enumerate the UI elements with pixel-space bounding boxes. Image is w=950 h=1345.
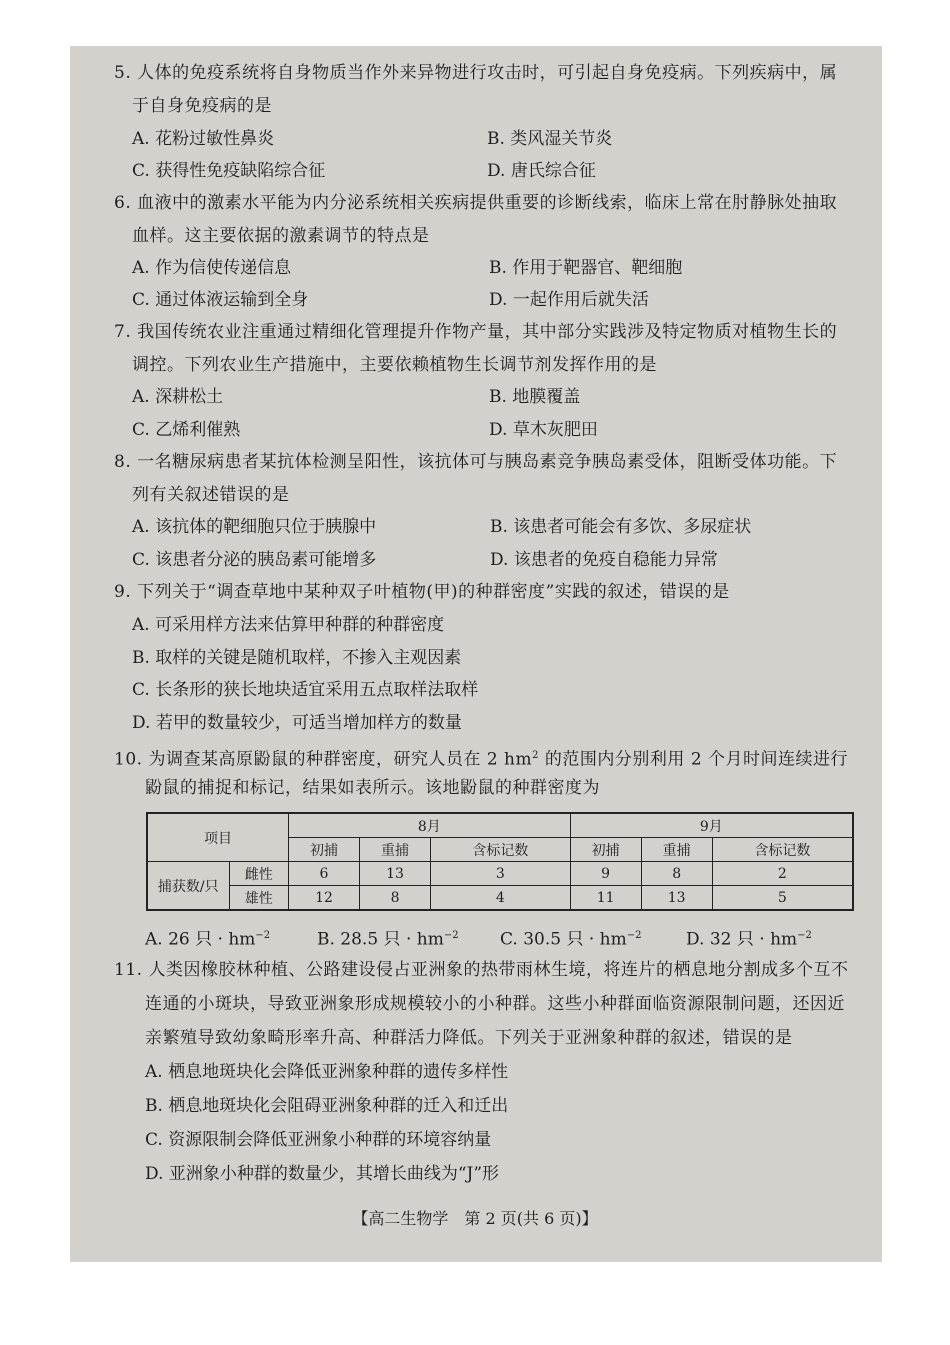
- q8-stem-line1: 8. 一名糖尿病患者某抗体检测呈阳性，该抗体可与胰岛素竞争胰岛素受体，阻断受体功能。下: [114, 452, 838, 472]
- table-cell: 2: [712, 862, 853, 886]
- q5-stem-line1: 5. 人体的免疫系统将自身物质当作外来异物进行攻击时，可引起自身免疫病。下列疾病中，属: [114, 63, 838, 83]
- q9-option-d: D. 若甲的数量较少，可适当增加样方的数量: [132, 713, 462, 733]
- q7-option-a: A. 深耕松土: [132, 387, 224, 407]
- table-cell: 8: [641, 862, 712, 886]
- table-cell: 9: [570, 862, 641, 886]
- q7-option-b: B. 地膜覆盖: [489, 387, 581, 407]
- q8-option-d: D. 该患者的免疫自稳能力异常: [490, 550, 718, 570]
- table-col-header: 重捕: [641, 838, 712, 862]
- q10-stem-sup: 2: [532, 750, 540, 761]
- capture-table: [146, 812, 854, 911]
- q10-stem-line2: 鼢鼠的捕捉和标记，结果如表所示。该地鼢鼠的种群密度为: [145, 778, 600, 798]
- q9-stem: 9. 下列关于“调查草地中某种双子叶植物(甲)的种群密度”实践的叙述，错误的是: [114, 582, 730, 602]
- table-col-header: 重捕: [360, 838, 431, 862]
- table-rowgroup-label: 捕获数/只: [147, 862, 229, 911]
- table-header-sep: 9月: [570, 813, 853, 838]
- table-row-label-female: 雌性: [229, 862, 288, 886]
- q10-stem-post: 的范围内分别利用 2 个月时间连续进行: [539, 749, 849, 770]
- table-cell: 4: [431, 886, 571, 911]
- q6-option-d: D. 一起作用后就失活: [489, 290, 649, 310]
- q9-option-c: C. 长条形的狭长地块适宜采用五点取样法取样: [132, 680, 479, 700]
- q9-option-b: B. 取样的关键是随机取样，不掺入主观因素: [132, 648, 462, 668]
- q6-option-c: C. 通过体液运输到全身: [132, 290, 309, 310]
- table-col-header: 含标记数: [431, 838, 571, 862]
- table-col-header: 初捕: [289, 838, 360, 862]
- table-cell: 12: [289, 886, 360, 911]
- q11-option-b: B. 栖息地斑块化会阻碍亚洲象种群的迁入和迁出: [145, 1096, 509, 1116]
- q5-stem-line2: 于自身免疫病的是: [132, 96, 272, 116]
- q8-stem-line2: 列有关叙述错误的是: [132, 485, 290, 505]
- q10-option-a-text: A. 26 只 · hm: [145, 929, 256, 950]
- page-footer: 【高二生物学 第 2 页(共 6 页)】: [352, 1209, 598, 1228]
- q10-option-a-exp: −2: [255, 930, 271, 941]
- q10-option-b-text: B. 28.5 只 · hm: [317, 929, 444, 950]
- table-cell: 5: [712, 886, 853, 911]
- q7-stem-line2: 调控。下列农业生产措施中，主要依赖植物生长调节剂发挥作用的是: [132, 355, 657, 375]
- table-col-header: 含标记数: [712, 838, 853, 862]
- q11-stem-line2: 连通的小斑块，导致亚洲象形成规模较小的小种群。这些小种群面临资源限制问题，还因近: [145, 994, 845, 1014]
- table-cell: 11: [570, 886, 641, 911]
- q10-option-d-text: D. 32 只 · hm: [686, 929, 798, 950]
- q6-option-a: A. 作为信使传递信息: [132, 258, 292, 278]
- table-cell: 13: [360, 862, 431, 886]
- q8-option-c: C. 该患者分泌的胰岛素可能增多: [132, 550, 377, 570]
- q6-option-b: B. 作用于靶器官、靶细胞: [489, 258, 683, 278]
- q7-option-c: C. 乙烯利催熟: [132, 420, 241, 440]
- q9-option-a: A. 可采用样方法来估算甲种群的种群密度: [132, 615, 445, 635]
- table-header-aug: 8月: [289, 813, 571, 838]
- q11-stem-line3: 亲繁殖导致幼象畸形率升高、种群活力降低。下列关于亚洲象种群的叙述，错误的是: [145, 1028, 793, 1048]
- q10-option-d: [686, 925, 812, 951]
- q10-stem-line1: [114, 745, 848, 771]
- q7-option-d: D. 草木灰肥田: [489, 420, 598, 440]
- q11-option-d: D. 亚洲象小种群的数量少，其增长曲线为“J”形: [145, 1164, 500, 1184]
- q5-option-d: D. 唐氏综合征: [487, 161, 596, 181]
- q11-option-a: A. 栖息地斑块化会降低亚洲象种群的遗传多样性: [145, 1062, 509, 1082]
- q7-stem-line1: 7. 我国传统农业注重通过精细化管理提升作物产量，其中部分实践涉及特定物质对植物生长的: [114, 322, 838, 342]
- q11-stem-line1: 11. 人类因橡胶林种植、公路建设侵占亚洲象的热带雨林生境，将连片的栖息地分割成多个互不: [114, 960, 849, 980]
- q11-option-c: C. 资源限制会降低亚洲象小种群的环境容纳量: [145, 1130, 492, 1150]
- table-header-item: 项目: [147, 813, 289, 862]
- table-cell: 6: [289, 862, 360, 886]
- q10-option-c-text: C. 30.5 只 · hm: [500, 929, 627, 950]
- table-cell: 8: [360, 886, 431, 911]
- q5-option-a: A. 花粉过敏性鼻炎: [132, 129, 275, 149]
- q10-option-b-exp: −2: [443, 930, 459, 941]
- q10-option-d-exp: −2: [797, 930, 812, 941]
- q5-option-c: C. 获得性免疫缺陷综合征: [132, 161, 326, 181]
- table-col-header: 初捕: [570, 838, 641, 862]
- q8-option-b: B. 该患者可能会有多饮、多尿症状: [490, 517, 752, 537]
- table-cell: 3: [431, 862, 571, 886]
- q8-option-a: A. 该抗体的靶细胞只位于胰腺中: [132, 517, 377, 537]
- q5-option-b: B. 类风湿关节炎: [487, 129, 613, 149]
- q10-stem-pre: 10. 为调查某高原鼢鼠的种群密度，研究人员在 2 hm: [114, 749, 533, 770]
- q10-option-b: [317, 925, 459, 951]
- q10-option-c: [500, 925, 642, 951]
- q10-option-c-exp: −2: [626, 930, 642, 941]
- q6-stem-line1: 6. 血液中的激素水平能为内分泌系统相关疾病提供重要的诊断线索，临床上常在肘静脉处抽取: [114, 193, 838, 213]
- table-row-label-male: 雄性: [229, 886, 288, 911]
- q6-stem-line2: 血样。这主要依据的激素调节的特点是: [132, 226, 430, 246]
- table-cell: 13: [641, 886, 712, 911]
- q10-option-a: [145, 925, 270, 951]
